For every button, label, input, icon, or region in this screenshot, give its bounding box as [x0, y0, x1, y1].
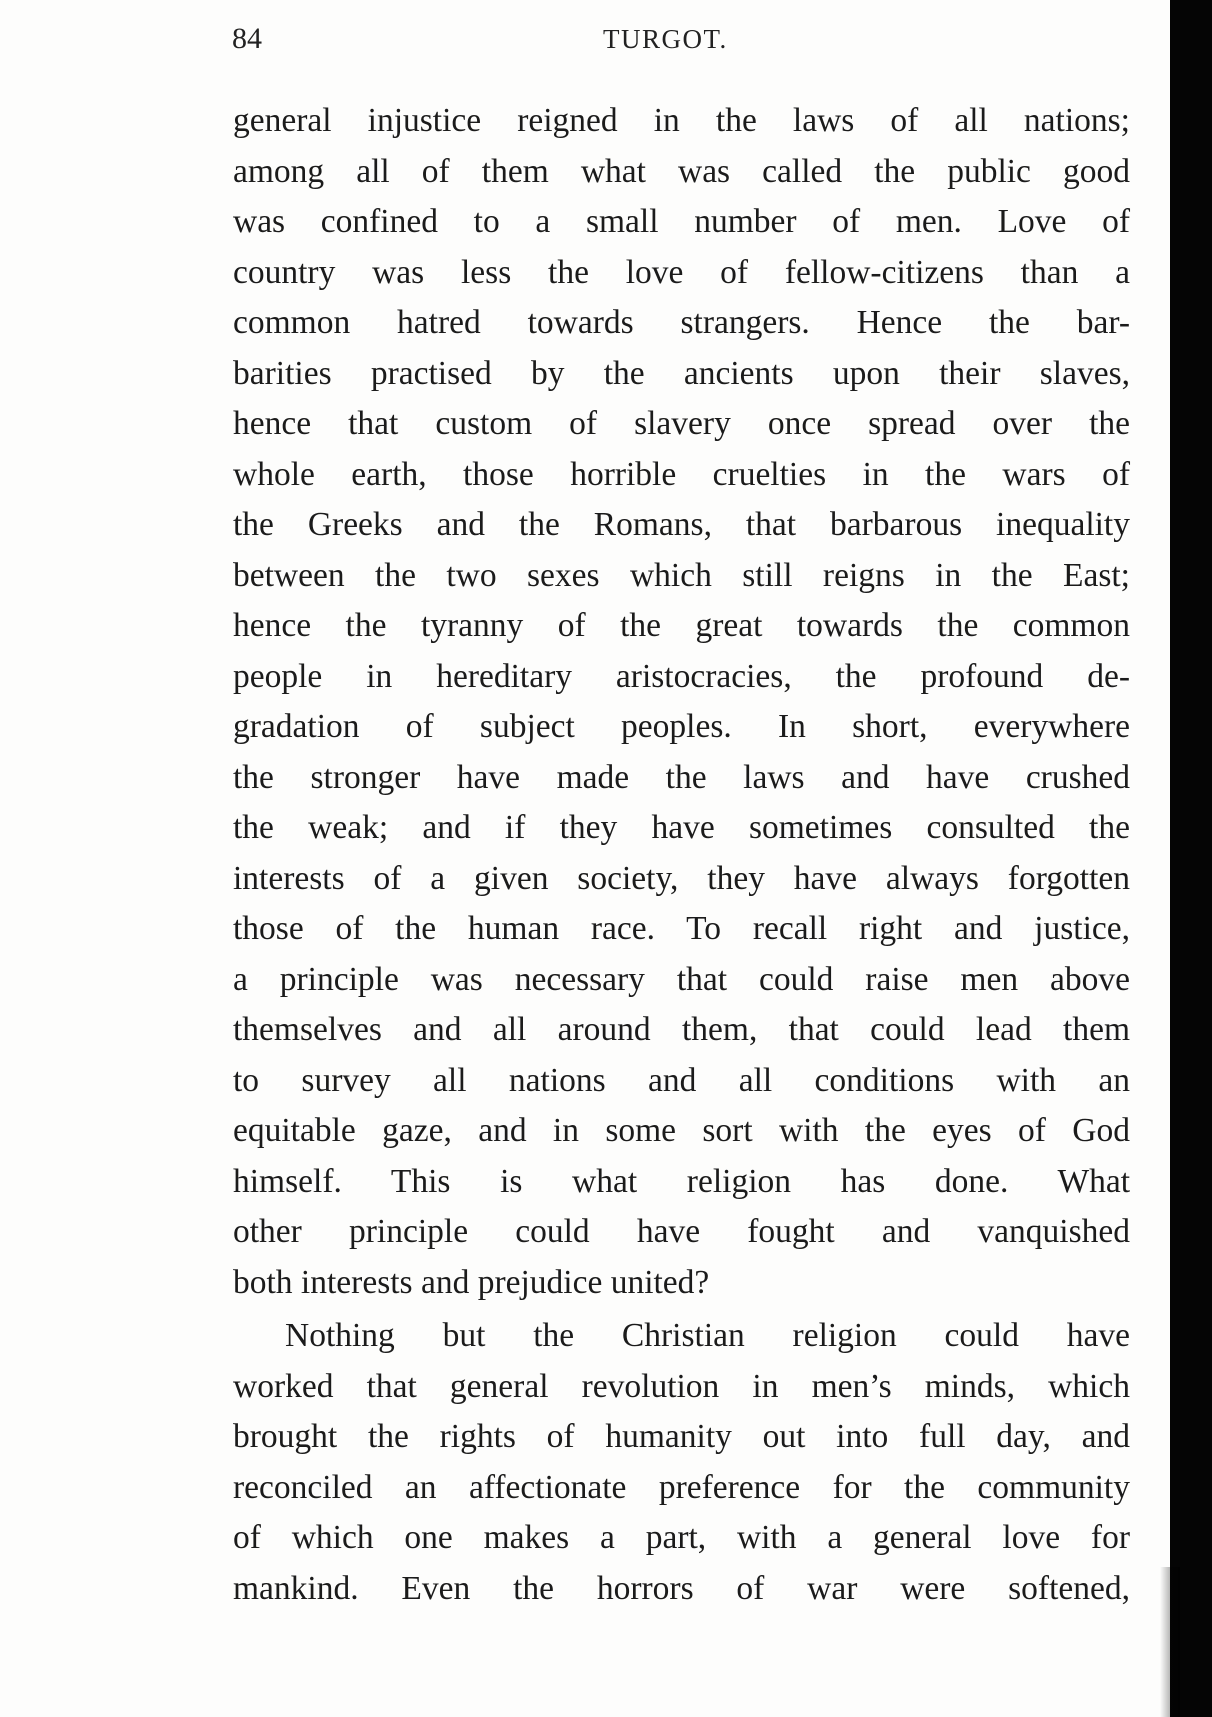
paragraph-2 [233, 1311, 1130, 1614]
text-line: worked that general revolution in men’s minds, which [233, 1367, 1130, 1405]
text-line: barities practised by the ancients upon their slaves, [233, 354, 1130, 392]
page-binding-edge [1170, 0, 1212, 1717]
text-line: gradation of subject peoples. In short, everywhere [233, 708, 1130, 745]
text-line: equitable gaze, and in some sort with the eyes of God [233, 1112, 1130, 1149]
text-line: was confined to a small number of men. Love of [233, 203, 1130, 240]
text-line: the Greeks and the Romans, that barbarous inequality [233, 506, 1130, 543]
text-line: themselves and all around them, that could lead them [233, 1011, 1130, 1048]
text-line: country was less the love of fellow-citizens than a [233, 253, 1130, 291]
paragraph-1 [233, 96, 1130, 1308]
text-line: mankind. Even the horrors of war were softened, [233, 1569, 1130, 1607]
text-line: the weak; and if they have sometimes consulted the [233, 809, 1130, 846]
text-line: interests of a given society, they have always forgotten [233, 859, 1130, 897]
text-line: a principle was necessary that could raise men above [233, 960, 1130, 998]
text-line: whole earth, those horrible cruelties in the wars of [233, 455, 1130, 493]
text-line: among all of them what was called the public good [233, 152, 1130, 190]
text-line: himself. This is what religion has done. What [233, 1162, 1130, 1200]
text-line: the stronger have made the laws and have crushed [233, 758, 1130, 796]
text-line: both interests and prejudice united? [233, 1263, 710, 1301]
text-line: Nothing but the Christian religion could have [285, 1317, 1130, 1354]
text-line: between the two sexes which still reigns in the East; [233, 556, 1130, 594]
text-line: hence the tyranny of the great towards the common [233, 607, 1130, 644]
text-line: general injustice reigned in the laws of all nations; [233, 102, 1130, 139]
text-line: reconciled an affectionate preference for the community [233, 1468, 1130, 1506]
text-line: hence that custom of slavery once spread over the [233, 405, 1130, 442]
text-line: people in hereditary aristocracies, the profound de- [233, 657, 1130, 695]
text-line: other principle could have fought and vanquished [233, 1213, 1130, 1250]
body-text [233, 96, 1130, 1614]
page-number: 84 [232, 22, 262, 55]
running-title: TURGOT. [603, 24, 728, 54]
text-line: common hatred towards strangers. Hence the bar- [233, 304, 1130, 341]
page-header [232, 22, 1132, 62]
text-line: those of the human race. To recall right and justice, [233, 910, 1130, 947]
text-line: to survey all nations and all conditions with an [233, 1061, 1130, 1099]
text-line: of which one makes a part, with a general love for [233, 1519, 1130, 1556]
text-line: brought the rights of humanity out into full day, and [233, 1418, 1130, 1455]
